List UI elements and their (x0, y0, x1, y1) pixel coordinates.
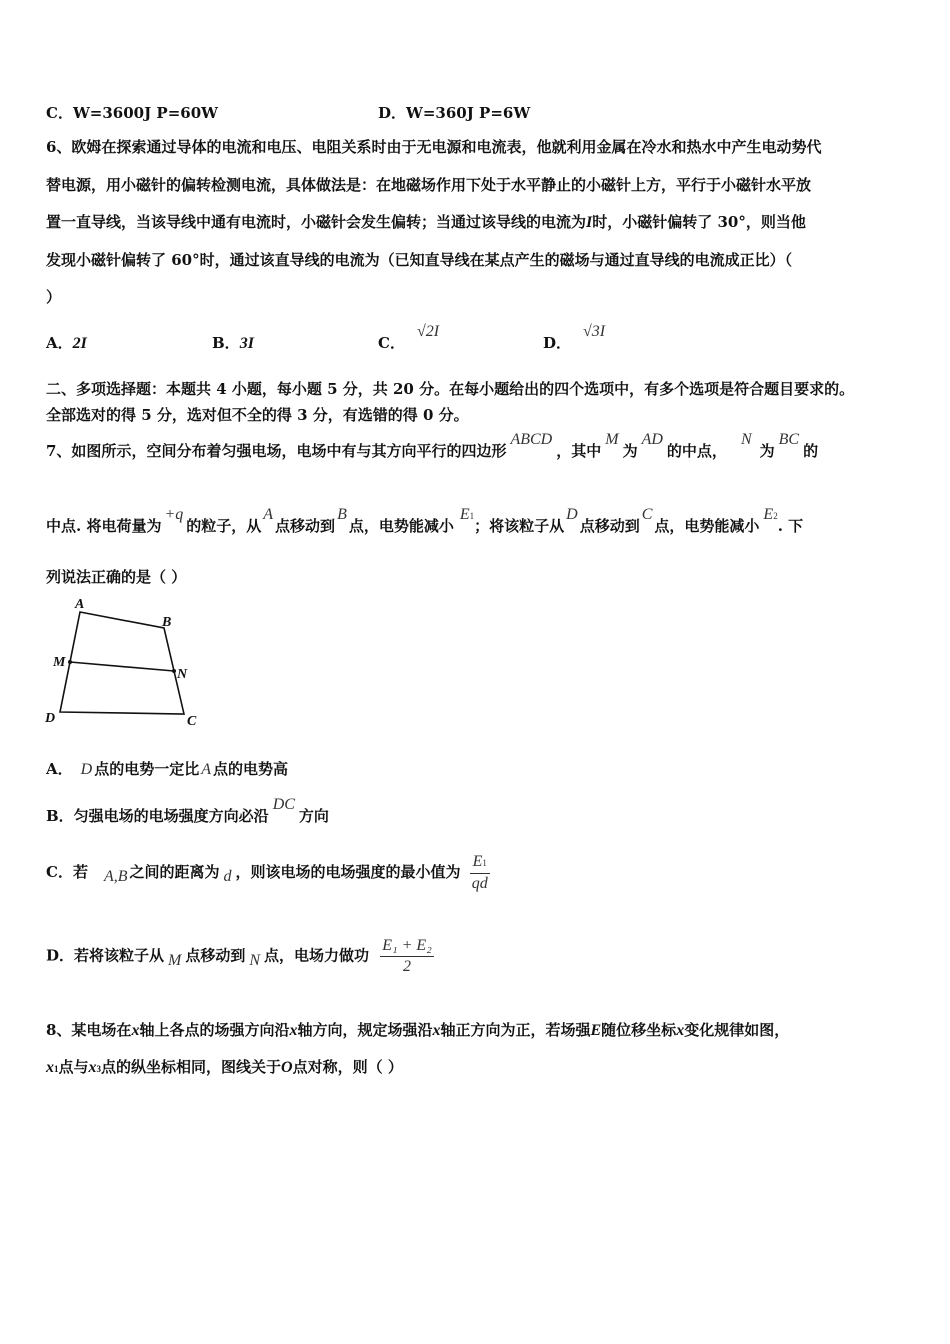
q6-line-3: 置一直导线，当该导线中通有电流时，小磁针会发生偏转；当通过该导线的电流为I时，小磁针偏转了 30°，则当他 (46, 213, 806, 231)
label-n: N (177, 667, 188, 682)
label-a: A (75, 597, 85, 612)
q5-option-d: D．W=360J P=6W (378, 104, 531, 122)
point-m (68, 660, 72, 664)
q7-line-1: 7、如图所示，空间分布着匀强电场，电场中有与其方向平行的四边形ABCD，其中M为AD的中点，N为BC的 (46, 431, 819, 460)
segment-mn (70, 662, 174, 671)
section2-line-1: 二、多项选择题：本题共 4 小题，每小题 5 分，共 20 分。在每小题给出的四个选项中，有多个选项是符合题目要求的。 (46, 380, 855, 398)
label-b: B (162, 615, 172, 630)
q7-option-b: B．匀强电场的电场强度方向必沿DC方向 (46, 796, 329, 825)
fraction-e1-over-qd: $\frac{E1}{qd}$ (471, 853, 488, 892)
q6-option-b: B．3I (212, 334, 254, 352)
q5-option-c: C．W=3600J P=60W (46, 104, 218, 122)
q6-line-4: 发现小磁针偏转了 60°时，通过该直导线的电流为（已知直导线在某点产生的磁场与通过直导线的电流成正比）（ (46, 251, 793, 269)
q7-option-a: A． D 点的电势一定比 A 点的电势高 (46, 760, 289, 778)
q8-line-1: 8、某电场在x轴上各点的场强方向沿x轴方向，规定场强沿x轴正方向为正，若场强E随位移坐标x变化规律如图， (46, 1021, 790, 1039)
q6-line-2: 替电源，用小磁针的偏转检测电流，具体做法是：在地磁场作用下处于水平静止的小磁针上方，平行于小磁针水平放 (46, 176, 812, 194)
label-c: C (187, 714, 197, 729)
label-m: M (53, 655, 66, 670)
section2-line-2: 全部选对的得 5 分，选对但不全的得 3 分，有选错的得 0 分。 (46, 406, 469, 424)
q7-line-2: 中点. 将电荷量为+q的粒子，从A点移动到B点，电势能减小E1；将该粒子从D点移动到C点，电势能减小E2. 下 (46, 506, 804, 535)
quadrilateral-abcd-figure (40, 594, 210, 732)
q7-option-d: D．若将该粒子从 M 点移动到 N 点，电场力做功 $\frac{\text{E₁ + E₂}}{2}$ (46, 937, 432, 975)
q7-option-c: C．若 A,B 之间的距离为 d ，则该电场的电场强度的最小值为 $\frac{E1}{qd}$ (46, 853, 488, 892)
q6-option-d: D．√3I (543, 323, 606, 352)
q7-line-3: 列说法正确的是（ ） (46, 568, 187, 586)
q8-line-2: x1点与x3点的纵坐标相同，图线关于O点对称，则（ ） (46, 1058, 403, 1076)
q6-line-1: 6、欧姆在探索通过导体的电流和电压、电阻关系时由于无电源和电流表，他就利用金属在冷水和热水中产生电动势代 (46, 138, 822, 156)
label-d: D (45, 711, 56, 726)
q6-option-c: C．√2I (378, 323, 440, 352)
point-n (172, 669, 176, 673)
q6-option-a: A．2I (46, 334, 87, 352)
fraction-e1-plus-e2-over-2: $\frac{\text{E₁ + E₂}}{2}$ (382, 937, 432, 975)
q6-line-5: ） (46, 288, 62, 306)
